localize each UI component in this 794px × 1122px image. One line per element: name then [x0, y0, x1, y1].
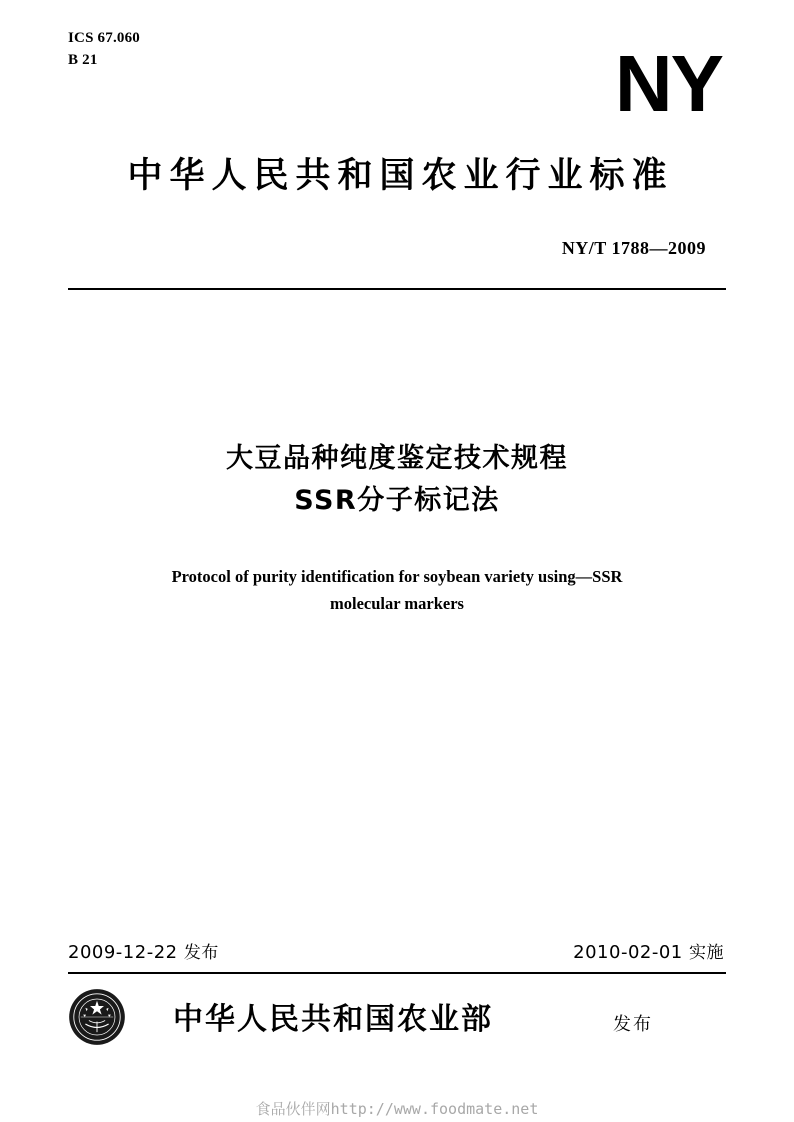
effective-date — [573, 938, 724, 963]
issue-date-value: 2009-12-22 — [68, 942, 178, 963]
ics-classification-block — [68, 28, 140, 72]
classification-code: B 21 — [68, 51, 98, 68]
divider-top — [68, 288, 726, 290]
ics-code: ICS 67.060 — [68, 30, 141, 46]
publisher-row — [68, 988, 726, 1058]
standard-body-title: 中华人民共和国农业行业标准 — [127, 156, 674, 196]
standard-number: NY/T 1788—2009 — [561, 238, 706, 258]
national-emblem-icon — [68, 988, 126, 1046]
publisher-verb: 发布 — [613, 1014, 653, 1035]
publisher-name: 中华人民共和国农业部 — [173, 1002, 493, 1037]
document-title-en-line1: Protocol of purity identification for soybean variety using—SSR — [171, 567, 623, 586]
watermark-site-name: 食品伙伴网 — [255, 1100, 331, 1118]
issue-date-label: 发布 — [183, 943, 219, 963]
issue-date — [68, 938, 219, 963]
ny-logo: NY — [614, 39, 722, 128]
divider-bottom — [68, 972, 726, 974]
effective-date-label: 实施 — [689, 943, 724, 963]
document-title-cn-line1: 大豆品种纯度鉴定技术规程 — [226, 443, 568, 474]
document-title-cn-line2: SSR分子标记法 — [294, 484, 500, 516]
effective-date-value: 2010-02-01 — [573, 942, 683, 963]
document-title-en — [130, 563, 664, 617]
document-title-cn — [0, 438, 794, 522]
watermark — [0, 1098, 794, 1119]
watermark-url: http://www.foodmate.net — [330, 1100, 539, 1118]
document-title-en-line2: molecular markers — [330, 594, 464, 614]
